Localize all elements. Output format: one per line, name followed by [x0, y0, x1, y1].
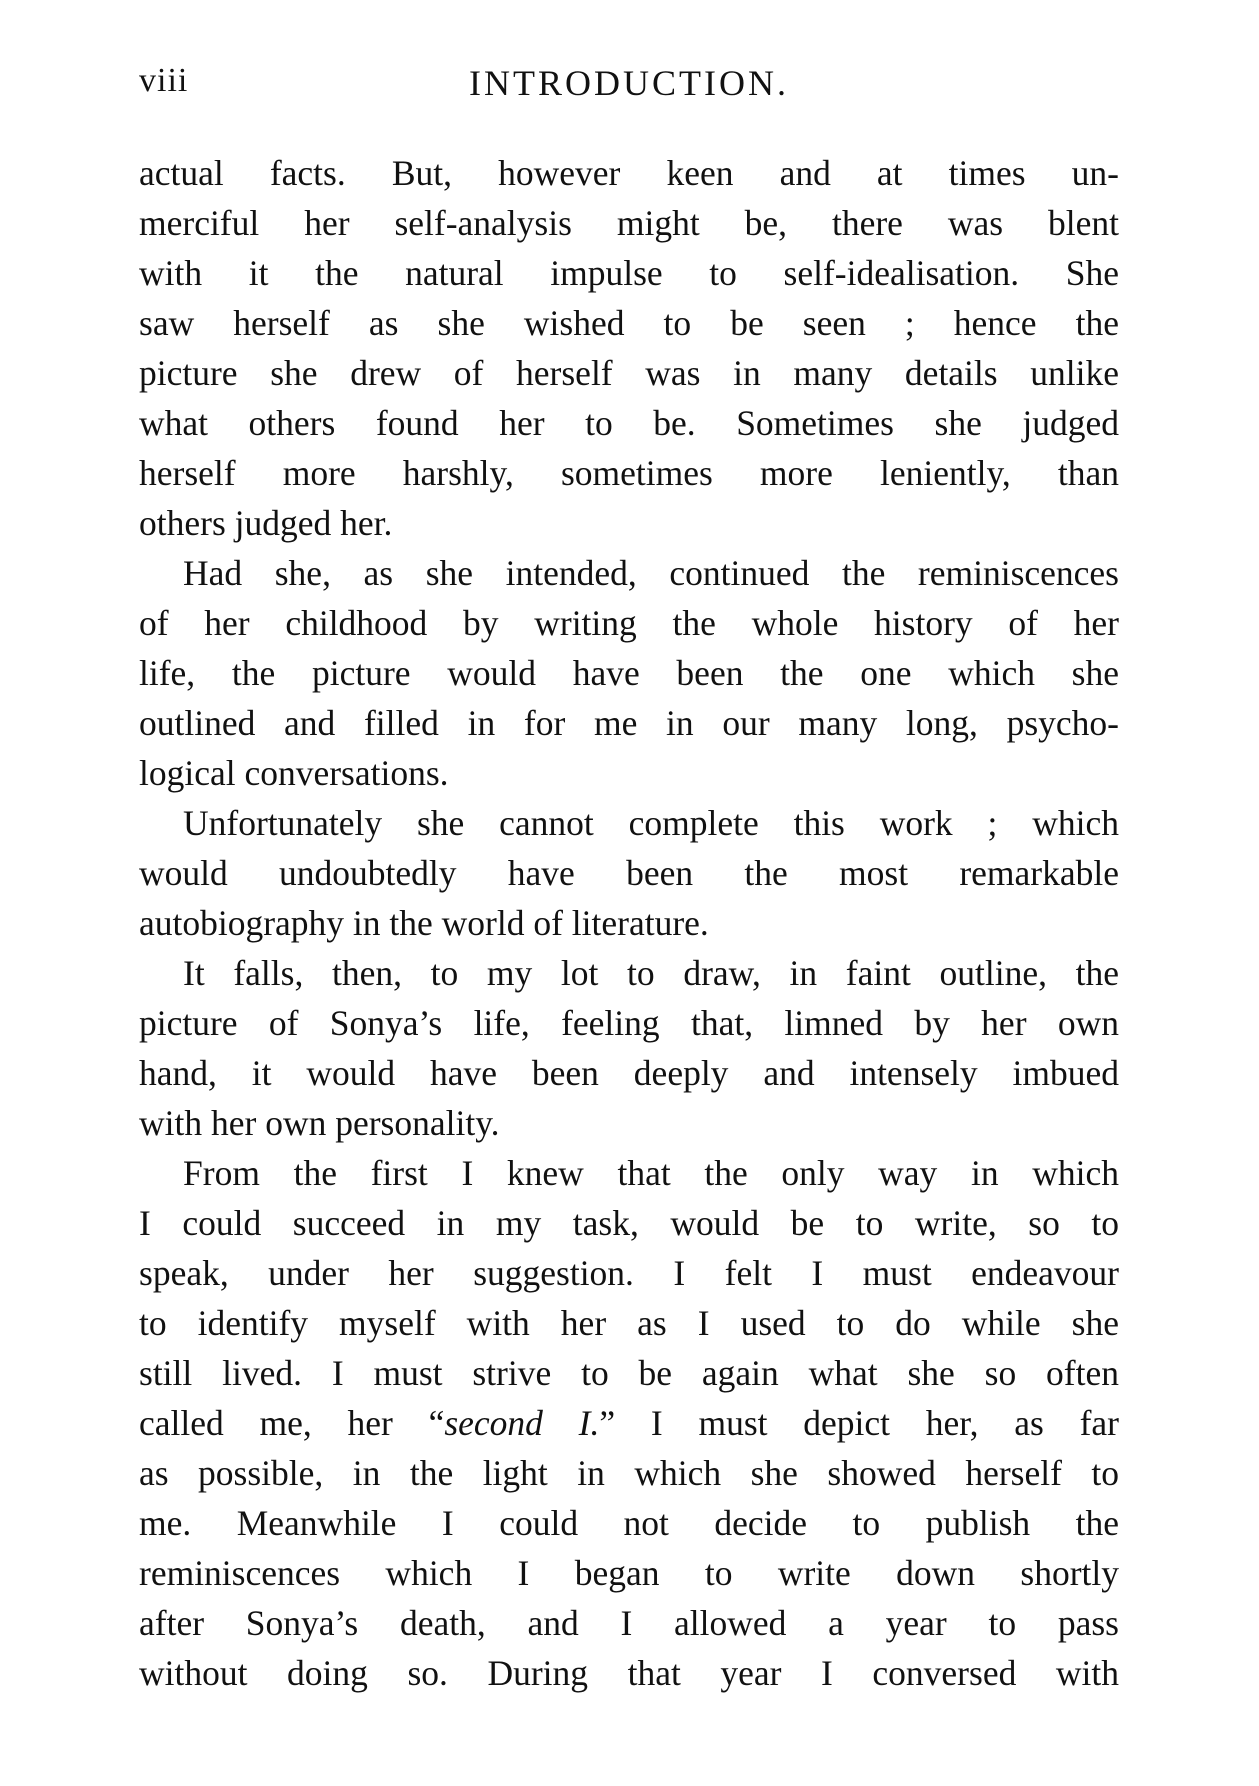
text-line: still lived. I must strive to be again what she so often	[139, 1353, 1119, 1393]
text-line: me. Meanwhile I could not decide to publish the	[139, 1503, 1119, 1543]
text-line: actual facts. But, however keen and at times un-	[139, 153, 1119, 193]
running-head	[139, 62, 1119, 122]
text-line: reminiscences which I began to write down shortly	[139, 1553, 1119, 1593]
body-text	[139, 148, 1119, 1698]
page-number: viii	[139, 62, 189, 99]
text-line: with her own personality.	[139, 1103, 500, 1143]
text-line: life, the picture would have been the one which she	[139, 653, 1119, 693]
text-line: From the first I knew that the only way in which	[183, 1153, 1119, 1193]
text-line: saw herself as she wished to be seen ; hence the	[139, 303, 1119, 343]
text-line: It falls, then, to my lot to draw, in faint outline, the	[183, 953, 1119, 993]
text-line: picture of Sonya’s life, feeling that, limned by her own	[139, 1003, 1119, 1043]
text-line: outlined and filled in for me in our many long, psycho-	[139, 703, 1119, 743]
text-line: Had she, as she intended, continued the reminiscences	[183, 553, 1119, 593]
italic-phrase: second I.	[444, 1403, 600, 1443]
text-line: as possible, in the light in which she showed herself to	[139, 1453, 1119, 1493]
running-title: INTRODUCTION.	[469, 63, 789, 103]
text-segment: called me, her “	[139, 1403, 445, 1443]
text-line: would undoubtedly have been the most remarkable	[139, 853, 1119, 893]
text-line: herself more harshly, sometimes more leniently, than	[139, 453, 1119, 493]
text-line: speak, under her suggestion. I felt I must endeavour	[139, 1253, 1119, 1293]
text-line: autobiography in the world of literature.	[139, 903, 709, 943]
text-line: logical conversations.	[139, 753, 449, 793]
text-line: after Sonya’s death, and I allowed a year to pass	[139, 1603, 1119, 1643]
text-line: others judged her.	[139, 503, 393, 543]
text-line: what others found her to be. Sometimes she judged	[139, 403, 1119, 443]
text-line: I could succeed in my task, would be to write, so to	[139, 1203, 1119, 1243]
text-line: picture she drew of herself was in many details unlike	[139, 353, 1119, 393]
text-line: with it the natural impulse to self-idealisation. She	[139, 253, 1119, 293]
text-line: to identify myself with her as I used to do while she	[139, 1303, 1119, 1343]
text-line: hand, it would have been deeply and intensely imbued	[139, 1053, 1119, 1093]
text-line: Unfortunately she cannot complete this work ; which	[183, 803, 1119, 843]
text-line: without doing so. During that year I conversed with	[139, 1653, 1119, 1693]
text-segment: ” I must depict her, as far	[599, 1403, 1119, 1443]
text-line-with-italic	[139, 1398, 1119, 1448]
text-line: of her childhood by writing the whole history of her	[139, 603, 1119, 643]
text-line: merciful her self-analysis might be, there was blent	[139, 203, 1119, 243]
